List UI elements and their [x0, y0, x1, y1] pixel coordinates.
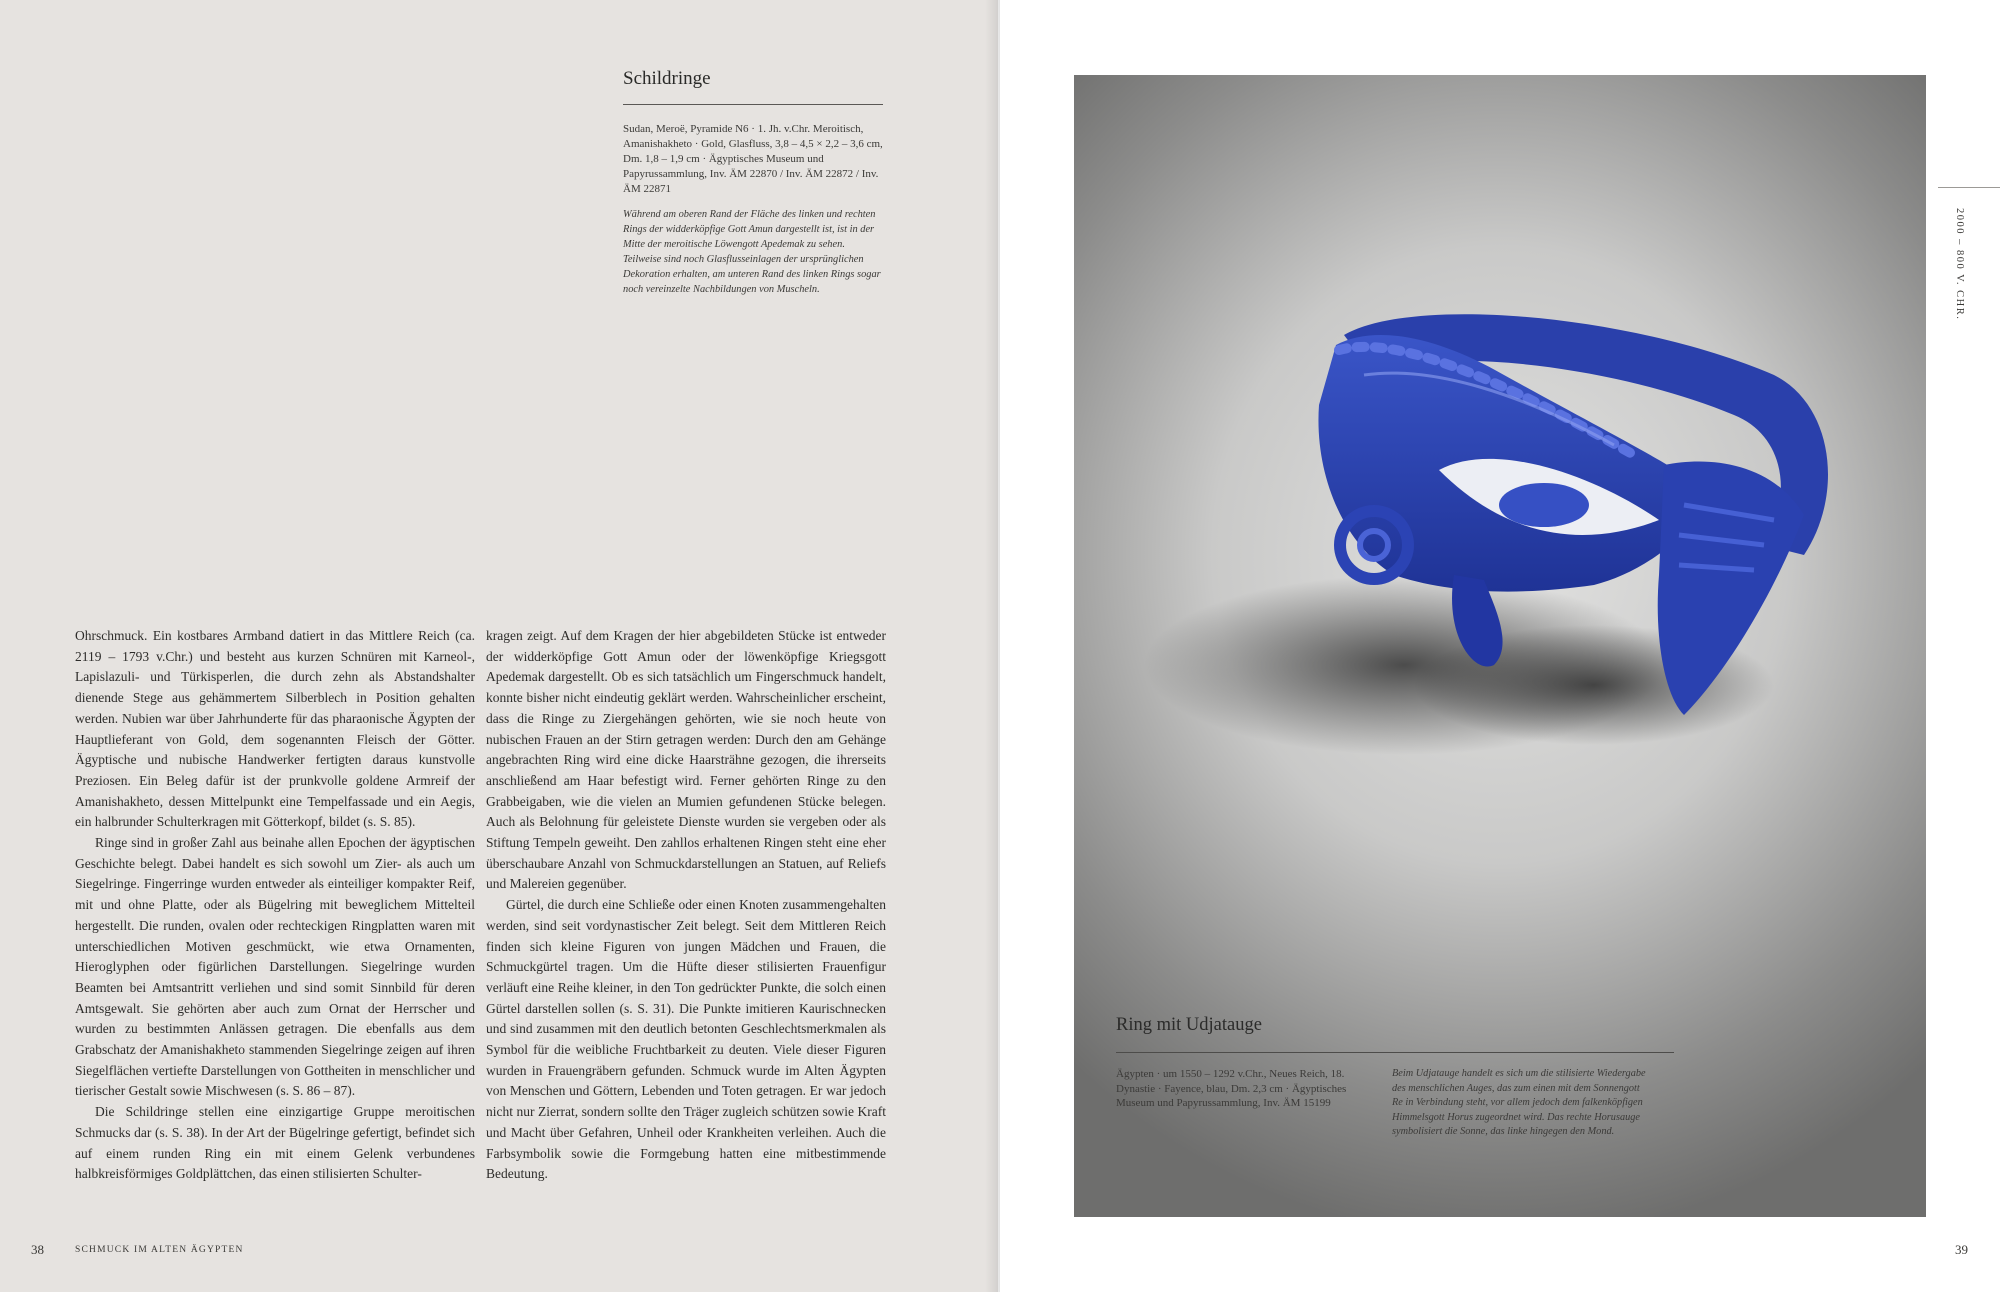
page-number-left: 38	[31, 1242, 44, 1257]
ring-photograph	[1074, 75, 1926, 1217]
body-column-2	[486, 626, 886, 1185]
body-paragraph: Ringe sind in großer Zahl aus beinahe allen Epochen der ägyptischen Geschichte belegt. Dabei handelt es sich sowohl um Zier- als auch um Siegelringe. Fingerringe wurden entweder als einteiliger kompakter Reif, mit und ohne Platte, oder als Bügelring mit beweglichem Mittelteil hergestellt. Die runden, ovalen oder rechteckigen Ringplatten waren mit unterschiedlichen Motiven geschmückt, wie etwa Ornamenten, Hieroglyphen oder figürlichen Darstellungen. Siegelringe wurden Beamten bei Amtsantritt verliehen und sind somit Sinnbild für deren Amtsgewalt. Sie gehörten aber auch zum Ornat der Herrscher und wurden zu bestimmten Anlässen getragen. Die ebenfalls aus dem Grabschatz der Amanishakheto stammenden Siegelringe zeigen auf ihren Siegelflächen vertiefte Darstellungen von Gottheiten in menschlicher und tierischer Gestalt sowie Mischwesen (s. S. 86 – 87).	[75, 835, 475, 1099]
body-paragraph: kragen zeigt. Auf dem Kragen der hier abgebildeten Stücke ist entweder der widderköpfige Gott Amun oder der löwenköpfige Kriegsgott Apedemak dargestellt. Ob es sich tatsächlich um Fingerschmuck handelt, konnte bisher nicht eindeutig geklärt werden. Wahrscheinlicher erscheint, dass die Ringe zu Ziergehängen gehörten, wie sie noch heute von nubischen Frauen an der Stirn getragen werden: Durch den am Gehänge angebrachten Ring wird eine dicke Haarsträhne gezogen, die ihrerseits anschließend am Haar befestigt wird. Ferner gehörten Ringe zu den Grabbeigaben, wie die vielen an Mumien gefundenen Stücke belegen. Auch als Belohnung für geleistete Dienste wurden sie vergeben oder als Stiftung Tempeln geweiht. Den zahllos erhaltenen Ringen steht eine eher überschaubare Anzahl von Schmuckdarstellungen an Statuen, auf Reliefs und Malereien gegenüber.	[486, 628, 886, 892]
section-heading: Schildringe	[623, 68, 711, 89]
side-period-label: 2000 – 800 V. CHR.	[1954, 208, 1965, 321]
margin-rule	[1938, 187, 2000, 188]
figure-rule	[1116, 1052, 1674, 1053]
figure-description: Beim Udjatauge handelt es sich um die stilisierte Wiedergabe des menschlichen Auges, das zum einen mit dem Sonnengott Re in Verbindung steht, vor allem jedoch dem falkenköpfigen Himmelsgott Horus zugeordnet wird. Das rechte Horusauge symbolisiert die Sonne, das linke hingegen den Mond.	[1392, 1068, 1646, 1138]
page-number-right: 39	[1955, 1242, 1968, 1257]
body-paragraph: Die Schildringe stellen eine einzigartige Gruppe meroitischen Schmucks dar (s. S. 38). In der Art der Bügelringe gefertigt, befindet sich auf einem runden Ring ein mit einem Gelenk verbundenes halbkreisförmiges Goldplättchen, das einen stilisierten Schulter-	[75, 1104, 475, 1182]
body-paragraph: Gürtel, die durch eine Schließe oder einen Knoten zusammengehalten werden, sind seit vordynastischer Zeit belegt. Seit dem Mittleren Reich finden sich kleine Figuren von jungen Mädchen und Frauen, die Schmuckgürtel tragen. Um die Hüfte dieser stilisierten Frauenfigur verläuft eine Reihe kleiner, in den Ton gedrückter Punkte, die solch einen Gürtel darstellen sollen (s. S. 31). Die Punkte imitieren Kaurischnecken und sind zusammen mit den deutlich betonten Geschlechtsmerkmalen als Symbol für die weibliche Fruchtbarkeit zu deuten. Viele dieser Figuren wurden in Frauengräbern gefunden. Schmuck wurde im Alten Ägypten von Menschen und Göttern, Lebenden und Toten getragen. Er war jedoch nicht nur Zierrat, sondern sollte den Träger zugleich schützen sowie Kraft und Macht über Gefahren, Unheil oder Krankheiten verleihen. Auch die Farbsymbolik sowie die Formgebung hatten eine mitbestimmende Bedeutung.	[486, 897, 886, 1182]
udjat-ring-image	[1074, 75, 1926, 1217]
left-page	[0, 0, 998, 1292]
figure-info-caption: Ägypten · um 1550 – 1292 v.Chr., Neues Reich, 18. Dynastie · Fayence, blau, Dm. 2,3 cm · Ägyptisches Museum und Papyrussammlung, Inv. ÄM 15199	[1116, 1068, 1347, 1110]
object-info-caption: Sudan, Meroë, Pyramide N6 · 1. Jh. v.Chr. Meroitisch, Amanishakheto · Gold, Glasfluss, 3,8 – 4,5 × 2,2 – 3,6 cm, Dm. 1,8 – 1,9 cm · Ägyptisches Museum und Papyrussammlung, Inv. ÄM 22870 / Inv. ÄM 22872 / Inv. ÄM 22871	[623, 123, 883, 195]
heading-rule	[623, 104, 883, 105]
body-paragraph: Ohrschmuck. Ein kostbares Armband datiert in das Mittlere Reich (ca. 2119 – 1793 v.Chr.) und besteht aus kurzen Schnüren mit Karneol-, Lapislazuli- und Türkisperlen, die durch zehn als Abstandshalter dienende Stege aus gehämmertem Silberblech in Position gehalten werden. Nubien war über Jahrhunderte für das pharaonische Ägypten der Hauptlieferant von Gold, dem sogenannten Fleisch der Götter. Ägyptische und nubische Handwerker fertigten daraus kunstvolle Preziosen. Ein Beleg dafür ist der prunkvolle goldene Armreif der Amanishakheto, dessen Mittelpunkt eine Tempelfassade und ein Aegis, ein halbrunder Schulterkragen mit Götterkopf, bildet (s. S. 85).	[75, 628, 475, 830]
figure-title: Ring mit Udjatauge	[1116, 1015, 1262, 1035]
running-head: SCHMUCK IM ALTEN ÄGYPTEN	[75, 1245, 244, 1255]
object-description: Während am oberen Rand der Fläche des linken und rechten Rings der widderköpfige Gott Amun dargestellt ist, ist in der Mitte der meroitische Löwengott Apedemak zu sehen. Teilweise sind noch Glasflusseinlagen der ursprünglichen Dekoration erhalten, am unteren Rand des linken Rings sogar noch vereinzelte Nachbildungen von Muscheln.	[623, 209, 881, 295]
body-column-1	[75, 626, 475, 1185]
gutter-shadow	[985, 0, 1001, 1292]
